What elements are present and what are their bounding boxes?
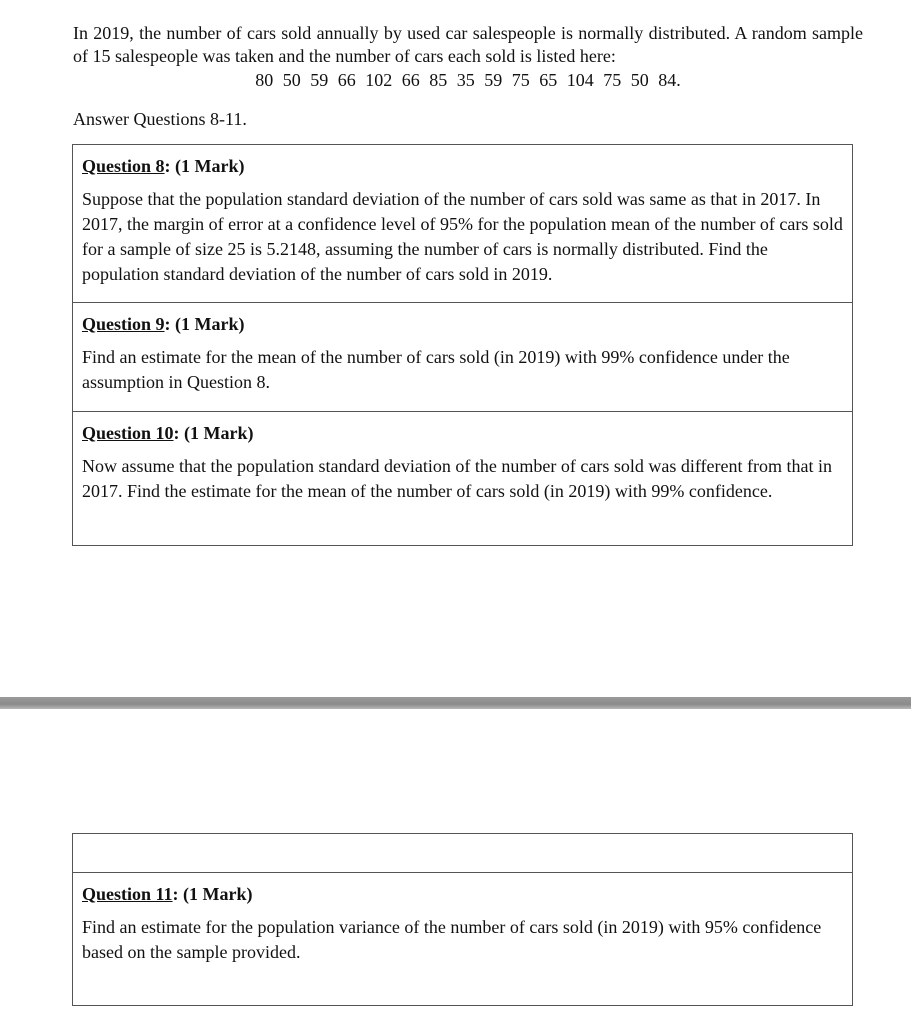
question-11-label: Question 11 <box>82 884 173 904</box>
questions-table-page1 <box>72 144 853 546</box>
question-9-cell <box>73 303 852 412</box>
question-9-marks: : (1 Mark) <box>164 314 245 334</box>
question-11-marks: : (1 Mark) <box>172 884 253 904</box>
question-11-cell <box>73 873 852 1005</box>
question-10-text: Now assume that the population standard deviation of the number of cars sold was different from that in 2017. Find the estimate for the mean of the number of cars sold (in 2019) with 99% confidence. <box>82 456 832 501</box>
question-8-title <box>82 155 843 177</box>
intro-paragraph: In 2019, the number of cars sold annually by used car salespeople is normally distributed. A random sample of 15 salespeople was taken and the number of cars each sold is listed here: <box>73 23 863 66</box>
page-break-divider <box>0 697 911 709</box>
question-10-cell <box>73 412 852 545</box>
question-10-title <box>82 422 843 444</box>
questions-table-page2 <box>72 833 853 1006</box>
question-9-label: Question 9 <box>82 314 165 334</box>
question-11-title <box>82 883 843 905</box>
question-8-text: Suppose that the population standard deviation of the number of cars sold was same as that in 2017. In 2017, the margin of error at a confidence level of 95% for the population mean of the number of cars sold for a sample of size 25 is 5.2148, assuming the number of cars is normally distributed. Find the population standard deviation of the number of cars sold in 2019. <box>82 189 843 284</box>
question-11-text: Find an estimate for the population variance of the number of cars sold (in 2019) with 95% confidence based on the sample provided. <box>82 917 822 962</box>
question-8-cell <box>73 145 852 303</box>
answer-instruction: Answer Questions 8-11. <box>73 109 247 129</box>
empty-table-row <box>73 834 852 873</box>
question-8-label: Question 8 <box>82 156 165 176</box>
question-9-title <box>82 313 843 335</box>
question-9-text: Find an estimate for the mean of the number of cars sold (in 2019) with 99% confidence under the assumption in Question 8. <box>82 347 790 392</box>
question-10-label: Question 10 <box>82 423 174 443</box>
question-8-marks: : (1 Mark) <box>164 156 245 176</box>
sample-data-values: 80 50 59 66 102 66 85 35 59 75 65 104 75 50 84. <box>255 70 681 90</box>
question-10-marks: : (1 Mark) <box>173 423 254 443</box>
